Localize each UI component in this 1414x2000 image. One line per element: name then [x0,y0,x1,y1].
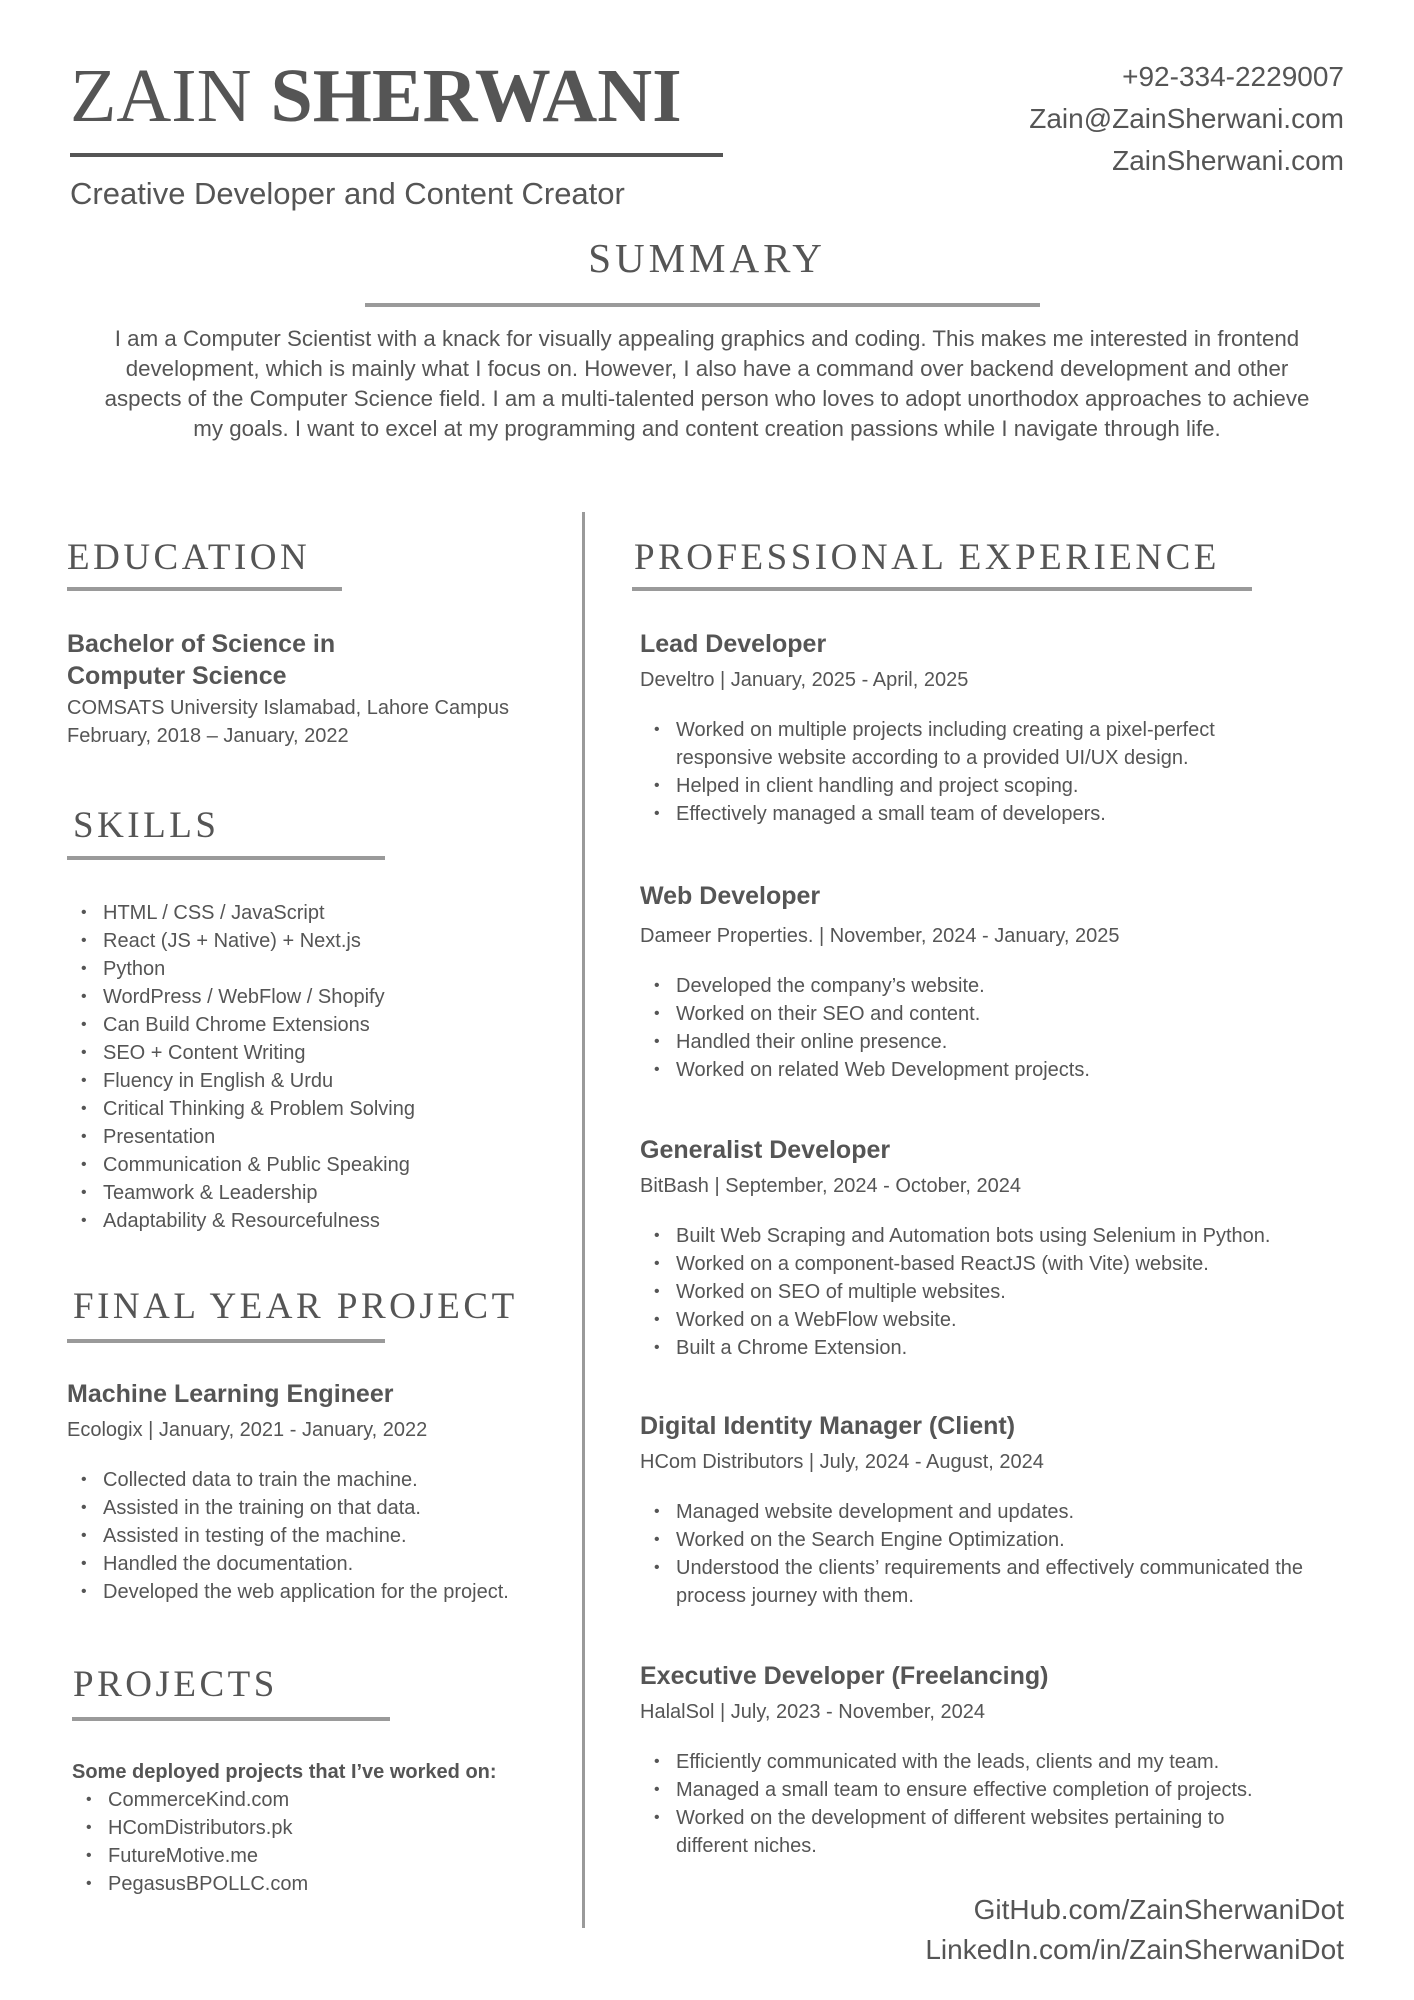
bullet-item: • Worked on SEO of multiple websites. [640,1278,1340,1306]
job-title: Web Developer [640,882,821,910]
bullet-item: • Assisted in the training on that data. [67,1494,567,1522]
degree-title-line2: Computer Science [67,662,287,690]
name-first: ZAIN [70,54,252,138]
skill-item: • HTML / CSS / JavaScript [67,899,567,927]
contact-info [1029,56,1344,182]
job-entry [640,1410,1340,1610]
skill-item: • Fluency in English & Urdu [67,1067,567,1095]
job-bullets [640,716,1290,828]
project-link[interactable]: • FutureMotive.me [72,1842,572,1870]
project-meta: Ecologix | January, 2021 - January, 2022 [67,1419,428,1441]
bullet-item: • Built a Chrome Extension. [640,1334,1340,1362]
column-divider [582,512,585,1928]
project-link[interactable]: • CommerceKind.com [72,1786,572,1814]
project-role-title: Machine Learning Engineer [67,1380,394,1408]
bullet-item: • Developed the web application for the project. [67,1578,567,1606]
skill-item: • Teamwork & Leadership [67,1179,567,1207]
job-meta: BitBash | September, 2024 - October, 2024 [640,1175,1021,1197]
skill-item: • Communication & Public Speaking [67,1151,567,1179]
name-divider [70,153,723,157]
job-title: Lead Developer [640,630,827,658]
projects-intro: Some deployed projects that I’ve worked on: [72,1761,497,1783]
bullet-item: • Worked on a component-based ReactJS (with Vite) website. [640,1250,1340,1278]
projects-divider [72,1717,390,1721]
job-entry [640,628,1320,828]
final-year-project-divider [67,1339,385,1343]
projects-heading: PROJECTS [73,1664,278,1705]
bullet-item: • Worked on a WebFlow website. [640,1306,1340,1334]
education-entry [67,628,509,750]
email-link[interactable]: Zain@ZainSherwani.com [1029,103,1344,134]
bullet-item: • Worked on the development of different websites pertaining to different niches. [640,1804,1290,1860]
job-title: Executive Developer (Freelancing) [640,1662,1049,1690]
phone-number[interactable]: +92-334-2229007 [1122,61,1344,92]
job-entry [640,880,1320,1084]
skill-item: • Can Build Chrome Extensions [67,1011,567,1039]
skill-item: • SEO + Content Writing [67,1039,567,1067]
degree-title-line1: Bachelor of Science in [67,630,336,658]
project-link[interactable]: • PegasusBPOLLC.com [72,1870,572,1898]
education-heading: EDUCATION [67,537,311,578]
bullet-item: • Handled their online presence. [640,1028,1320,1056]
final-year-project-entry [67,1378,567,1606]
bullet-item: • Worked on related Web Development projects. [640,1056,1320,1084]
summary-divider [365,303,1040,307]
job-entry [640,1660,1340,1860]
social-links [925,1890,1344,1970]
skill-item: • Adaptability & Resourcefulness [67,1207,567,1235]
project-link[interactable]: • HComDistributors.pk [72,1814,572,1842]
projects-block [72,1758,572,1898]
experience-divider [632,587,1252,591]
job-entry [640,1134,1340,1362]
candidate-name [70,52,682,140]
bullet-item: • Worked on the Search Engine Optimization. [640,1526,1320,1554]
education-divider [67,587,342,591]
job-bullets [640,1748,1290,1860]
bullet-item: • Collected data to train the machine. [67,1466,567,1494]
job-bullets [640,1498,1320,1610]
bullet-item: • Efficiently communicated with the leads, clients and my team. [640,1748,1290,1776]
skill-item: • WordPress / WebFlow / Shopify [67,983,567,1011]
bullet-item: • Managed a small team to ensure effective completion of projects. [640,1776,1290,1804]
job-meta: Develtro | January, 2025 - April, 2025 [640,669,969,691]
job-meta: HCom Distributors | July, 2024 - August, 2024 [640,1451,1044,1473]
bullet-item: • Helped in client handling and project scoping. [640,772,1290,800]
summary-text: I am a Computer Scientist with a knack for visually appealing graphics and coding. This makes me interested in frontend development, which is mainly what I focus on. However, I also have a command over backend development and other aspects of the Computer Science field. I am a multi-talented person who loves to adopt unorthodox approaches to achieve my goals. I want to excel at my programming and content creation passions while I navigate through life. [104,326,1310,441]
job-bullets [640,972,1320,1084]
job-title: Generalist Developer [640,1136,891,1164]
website-link[interactable]: ZainSherwani.com [1112,145,1344,176]
final-year-project-heading: FINAL YEAR PROJECT [73,1286,518,1327]
skills-list [67,899,567,1235]
bullet-item: • Understood the clients’ requirements and effectively communicated the process journey with them. [640,1554,1320,1610]
job-meta: Dameer Properties. | November, 2024 - January, 2025 [640,925,1120,947]
bullet-item: • Developed the company’s website. [640,972,1320,1000]
skill-item: • Presentation [67,1123,567,1151]
skill-item: • Critical Thinking & Problem Solving [67,1095,567,1123]
skill-item: • React (JS + Native) + Next.js [67,927,567,955]
name-last: SHERWANI [270,54,682,138]
job-bullets [640,1222,1340,1362]
summary-heading: SUMMARY [588,235,826,281]
job-title: Digital Identity Manager (Client) [640,1412,1016,1440]
experience-heading: PROFESSIONAL EXPERIENCE [634,537,1220,578]
skills-divider [67,856,385,860]
projects-list [72,1786,572,1898]
bullet-item: • Handled the documentation. [67,1550,567,1578]
institution: COMSATS University Islamabad, Lahore Campus [67,697,510,719]
bullet-item: • Worked on their SEO and content. [640,1000,1320,1028]
bullet-item: • Worked on multiple projects including creating a pixel-perfect responsive website according to a provided UI/UX design. [640,716,1290,772]
linkedin-link[interactable]: LinkedIn.com/in/ZainSherwaniDot [925,1934,1344,1965]
bullet-item: • Built Web Scraping and Automation bots using Selenium in Python. [640,1222,1340,1250]
job-meta: HalalSol | July, 2023 - November, 2024 [640,1701,986,1723]
bullet-item: • Effectively managed a small team of developers. [640,800,1290,828]
project-bullets [67,1466,567,1606]
github-link[interactable]: GitHub.com/ZainSherwaniDot [973,1894,1344,1925]
education-dates: February, 2018 – January, 2022 [67,725,349,747]
skills-heading: SKILLS [73,805,220,846]
bullet-item: • Assisted in testing of the machine. [67,1522,567,1550]
skill-item: • Python [67,955,567,983]
bullet-item: • Managed website development and updates. [640,1498,1320,1526]
job-headline: Creative Developer and Content Creator [70,176,625,211]
